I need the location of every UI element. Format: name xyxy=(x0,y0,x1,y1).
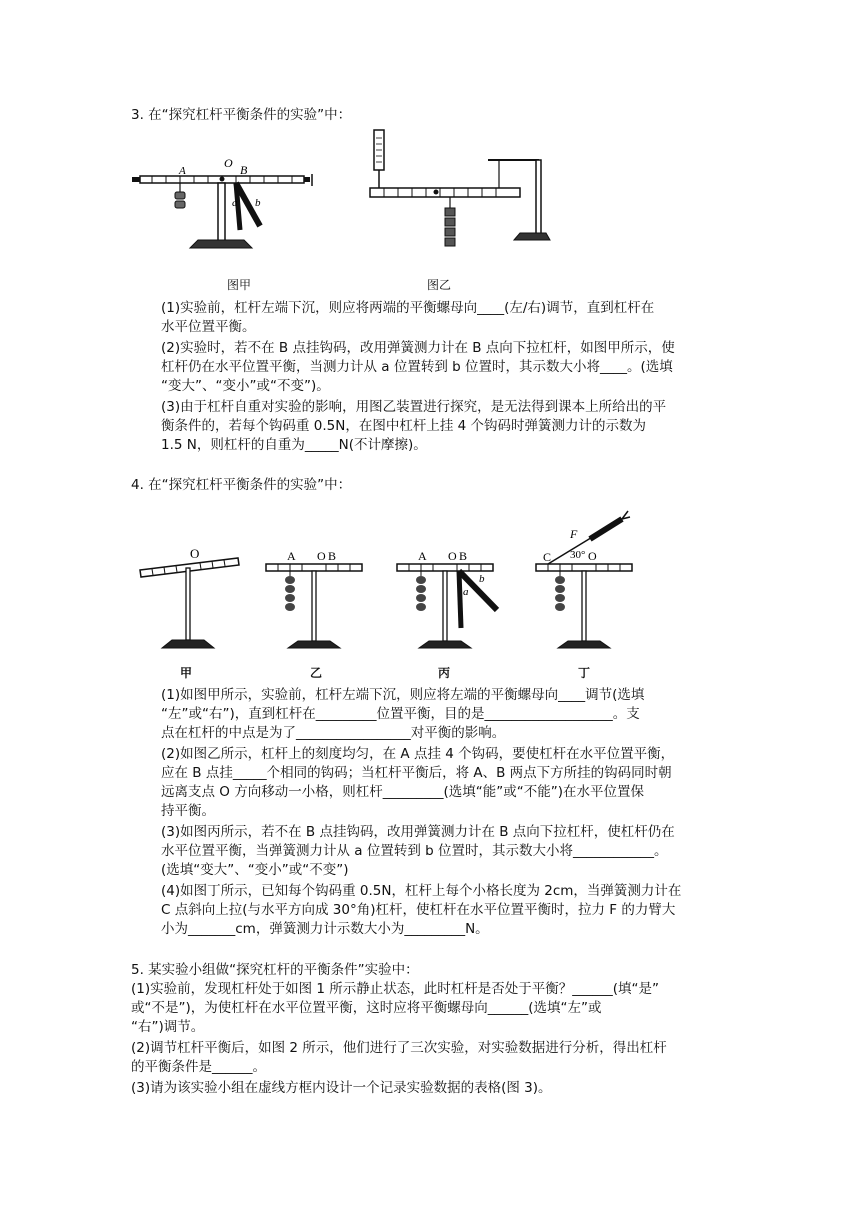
q4-jia-label-O: O xyxy=(190,546,200,561)
q4-yi-label-O: O xyxy=(317,549,326,563)
q4-figure-jia xyxy=(138,540,250,680)
q3-text-line: (1)实验前，杠杆左端下沉，则应将两端的平衡螺母向____(左/右)调节，直到杠杆在 xyxy=(161,300,655,316)
q4-text-line: (1)如图甲所示，实验前，杠杆左端下沉，则应将左端的平衡螺母向____调节(选填 xyxy=(161,687,645,703)
q4-figure-bing xyxy=(393,540,523,680)
q4-yi-label-A: A xyxy=(287,549,296,563)
q4-text-line: (2)如图乙所示，杠杆上的刻度均匀，在 A 点挂 4 个钩码，要使杠杆在水平位置平衡， xyxy=(161,746,675,762)
q3-label-A: A xyxy=(179,165,186,177)
q4-caption-bing: 丙 xyxy=(438,666,451,680)
q4-text-line: 点在杠杆的中点是为了_________________对平衡的影响。 xyxy=(161,725,506,741)
q5-text-line: (2)调节杠杆平衡后，如图 2 所示，他们进行了三次实验，对实验数据进行分析，得出杠杆 xyxy=(131,1040,667,1056)
q4-text-line: 水平位置平衡，当弹簧测力计从 a 位置转到 b 位置时，其示数大小将____________。 xyxy=(161,843,668,859)
q4-text-line: C 点斜向上拉(与水平方向成 30°角)杠杆，使杠杆在水平位置平衡时，拉力 F 的力臂大 xyxy=(161,902,676,918)
q4-bing-label-O: O xyxy=(448,549,457,563)
q4-bing-label-B: B xyxy=(459,549,468,563)
q3-label-B: B xyxy=(240,163,248,177)
q4-caption-jia: 甲 xyxy=(180,666,193,680)
q4-text-line: (选填“变大”、“变小”或“不变”) xyxy=(161,862,349,878)
q3-text-line: 杠杆仍在水平位置平衡，当测力计从 a 位置转到 b 位置时，其示数大小将____。(选填 xyxy=(161,359,673,375)
q3-text-line: 水平位置平衡。 xyxy=(161,319,256,335)
q5-text-line: “右”)调节。 xyxy=(131,1019,205,1035)
q3-text-line: (2)实验时，若不在 B 点挂钩码，改用弹簧测力计在 B 点向下拉杠杆，如图甲所示，使 xyxy=(161,340,675,356)
q3-label-b: b xyxy=(255,197,261,209)
q4-ding-label-angle: 30° xyxy=(570,549,586,561)
q4-text-line: 应在 B 点挂_____个相同的钩码；当杠杆平衡后，将 A、B 两点下方所挂的钩码同时朝 xyxy=(161,765,672,781)
q4-caption-ding: 丁 xyxy=(578,666,591,680)
q3-figure-yi xyxy=(364,128,554,248)
q3-text-line: 衡条件的，若每个钩码重 0.5N，在图中杠杆上挂 4 个钩码时弹簧测力计的示数为 xyxy=(161,418,647,434)
q4-ding-label-O: O xyxy=(588,549,597,563)
q3-label-a: a xyxy=(232,197,238,209)
q3-caption-yi: 图乙 xyxy=(427,278,452,292)
q3-title: 3. 在“探究杠杆平衡条件的实验”中： xyxy=(131,107,352,123)
q4-bing-label-a: a xyxy=(463,586,469,598)
q3-text-line: (3)由于杠杆自重对实验的影响，用图乙装置进行探究，是无法得到课本上所给出的平 xyxy=(161,399,667,415)
q4-text-line: 持平衡。 xyxy=(161,803,215,819)
q4-title: 4. 在“探究杠杆平衡条件的实验”中： xyxy=(131,477,352,493)
q5-text-line: (1)实验前，发现杠杆处于如图 1 所示静止状态，此时杠杆是否处于平衡？______(填“是” xyxy=(131,981,660,997)
q4-ding-label-F: F xyxy=(570,527,578,541)
q5-title: 5. 某实验小组做“探究杠杆的平衡条件”实验中： xyxy=(131,962,419,978)
q4-figure-yi xyxy=(262,540,374,680)
q4-ding-label-C: C xyxy=(543,550,552,564)
q4-text-line: 小为_______cm，弹簧测力计示数大小为_________N。 xyxy=(161,921,489,937)
q4-bing-label-b: b xyxy=(479,573,485,585)
q4-caption-yi: 乙 xyxy=(310,666,323,680)
q3-label-O: O xyxy=(224,156,233,170)
q3-text-line: “变大”、“变小”或“不变”)。 xyxy=(161,378,330,394)
q5-text-line: 或“不是”)，为使杠杆在水平位置平衡，这时应将平衡螺母向______(选填“左”或 xyxy=(131,1000,602,1016)
q3-text-line: 1.5 N，则杠杆的自重为_____N(不计摩擦)。 xyxy=(161,437,427,453)
q3-figure-jia xyxy=(132,150,322,260)
q5-text-line: 的平衡条件是______。 xyxy=(131,1059,266,1075)
q4-figure-ding xyxy=(530,505,660,680)
q4-text-line: 远离支点 O 方向移动一小格，则杠杆_________(选填“能”或“不能”)在水平位置保 xyxy=(161,784,644,800)
q4-text-line: (3)如图丙所示，若不在 B 点挂钩码，改用弹簧测力计在 B 点向下拉杠杆，使杠杆仍在 xyxy=(161,824,675,840)
q3-caption-jia: 图甲 xyxy=(227,278,252,292)
q4-text-line: (4)如图丁所示，已知每个钩码重 0.5N，杠杆上每个小格长度为 2cm，当弹簧测力计在 xyxy=(161,883,682,899)
q5-text-line: (3)请为该实验小组在虚线方框内设计一个记录实验数据的表格(图 3)。 xyxy=(131,1080,552,1096)
q4-bing-label-A: A xyxy=(418,549,427,563)
q4-text-line: “左”或“右”)，直到杠杆在_________位置平衡，目的是___________________。支 xyxy=(161,706,640,722)
q4-yi-label-B: B xyxy=(328,549,337,563)
